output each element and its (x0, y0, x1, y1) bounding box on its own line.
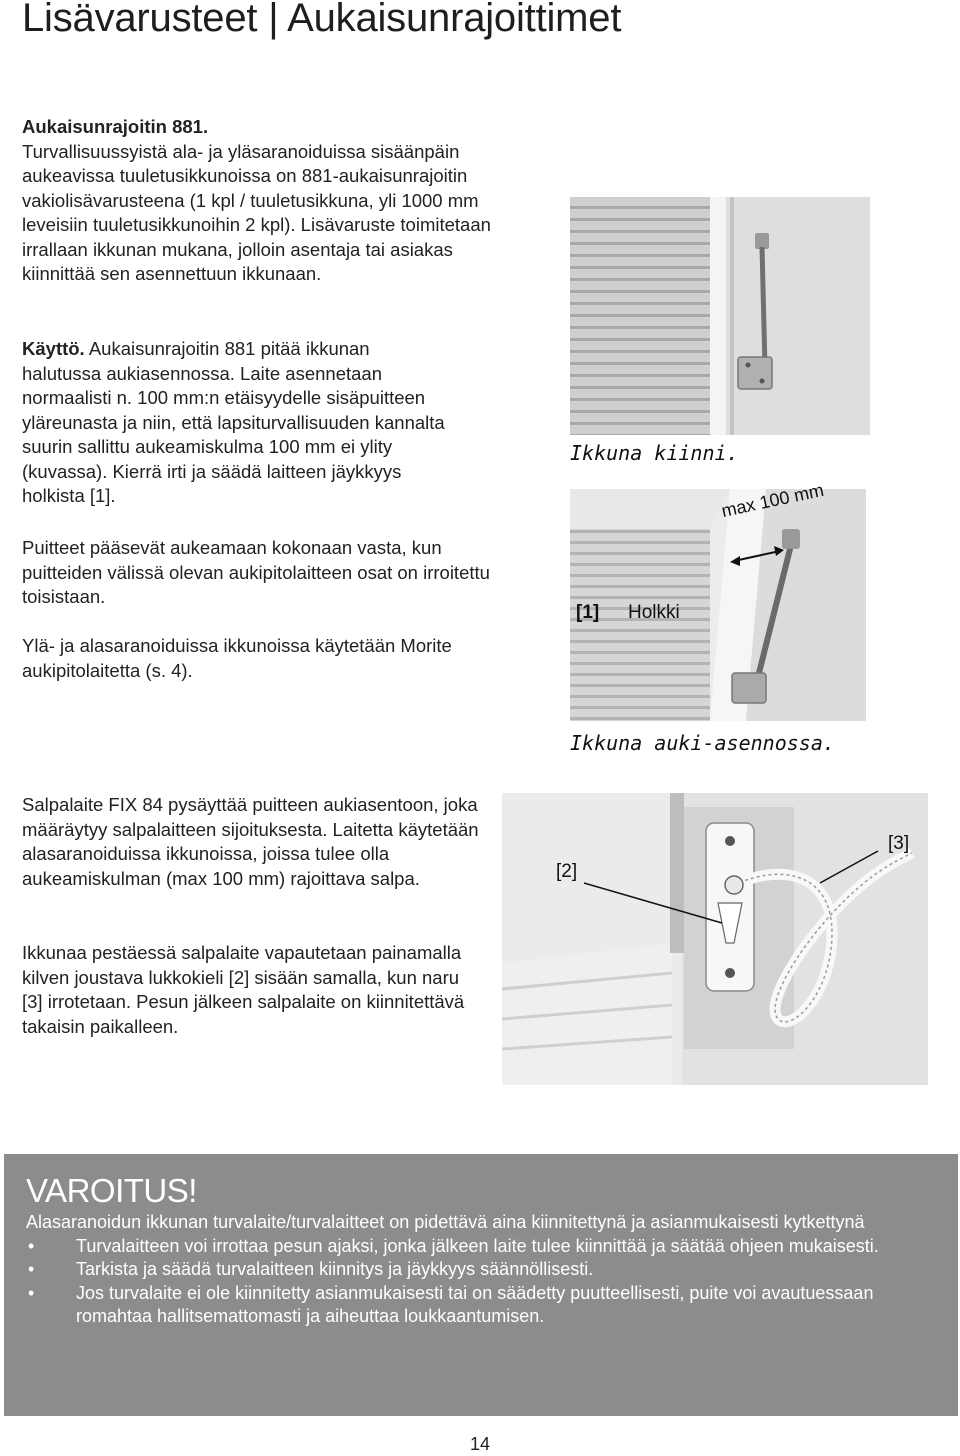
section-morite (22, 634, 472, 683)
section-detach (22, 536, 492, 610)
warning-bullet: • Jos turvalaite ei ole kiinnitetty asianmukaisesti tai on säädetty puutteellisesti, puite voi avautuessaan romahtaa hallitsemattomasti ja aiheuttaa loukkaantumisen. (26, 1282, 936, 1329)
warning-bullet: • Turvalaitteen voi irrottaa pesun ajaksi, jonka jälkeen laite tulee kiinnittää ja säätää ohjeen mukaisesti. (26, 1235, 936, 1259)
section-heading: Aukaisunrajoitin 881. (22, 116, 209, 137)
latch-label-2: [2] (556, 861, 578, 882)
warning-bullet: • Tarkista ja säädä turvalaitteen kiinnitys ja jäykkyys säännöllisesti. (26, 1258, 936, 1282)
page-number: 14 (469, 1434, 491, 1454)
section-washing (22, 941, 472, 1039)
warning-heading: VAROITUS! (26, 1172, 197, 1209)
photo-window-closed (570, 197, 870, 435)
warning-list (26, 1235, 936, 1329)
warning-box (4, 1154, 958, 1416)
section-body: Ylä- ja alasaranoiduissa ikkunoissa käytetään Morite aukipitolaitetta (s. 4). (22, 635, 452, 681)
photo-window-open (570, 489, 866, 721)
section-limiter-intro (22, 115, 492, 287)
section-body: Puitteet pääsevät aukeamaan kokonaan vasta, kun puitteiden välissä olevan aukipitolaitteen osat on irroitettu toisistaan. (22, 537, 490, 607)
marker-1: [1] (576, 602, 600, 623)
warning-content (26, 1211, 936, 1329)
section-usage (22, 337, 452, 509)
section-latch (22, 793, 482, 891)
section-body: Ikkunaa pestäessä salpalaite vapautetaan painamalla kilven joustava lukkokieli [2] sisään samalla, kun naru [3] irrotetaan. Pesun jälkeen salpalaite on kiinnitettävä takaisin paikalleen. (22, 942, 465, 1037)
section-body: Turvallisuussyistä ala- ja yläsaranoiduissa sisäänpäin aukeavissa tuuletusikkunoissa on 881-aukaisunrajoitin vakiolisävarusteena (1 kpl / tuuletusikkuna, yli 1000 mm leveisiin tuuletusikkunoihin 2 kpl). Lisävaruste toimitetaan irrallaan ikkunan mukana, jolloin asentaja tai asiakas kiinnittää sen asennettuun ikkunaan. (22, 140, 491, 284)
caption-window-closed: Ikkuna kiinni. (570, 441, 739, 465)
section-body: Salpalaite FIX 84 pysäyttää puitteen aukiasentoon, joka määräytyy salpalaitteen sijoituksesta. Laitetta käytetään alasaranoiduissa ikkunoissa, joissa tulee olla aukeamiskulman (max 100 mm) rajoittava salpa. (22, 794, 479, 889)
caption-window-open: Ikkuna auki-asennossa. (570, 731, 835, 755)
marker-1-text: Holkki (628, 602, 680, 623)
section-body: Aukaisunrajoitin 881 pitää ikkunan halutussa aukiasennossa. Laite asennetaan normaalisti n. 100 mm:n etäisyydelle sisäpuitteen yläreunasta ja niin, että lapsiturvallisuuden kannalta suurin sallittu aukeamiskulma 100 mm ei ylity (kuvassa). Kierrä irti ja säädä laitteen jäykkyys holkista [1]. (22, 338, 445, 506)
warning-intro: Alasaranoidun ikkunan turvalaite/turvalaitteet on pidettävä aina kiinnitettynä ja asianmukaisesti kytkettynä (26, 1212, 865, 1232)
photo-latch (502, 793, 928, 1085)
page-title: Lisävarusteet | Aukaisunrajoittimet (22, 0, 622, 40)
label-max-opening: max 100 mm (719, 479, 826, 522)
latch-label-3: [3] (888, 833, 910, 854)
section-lead: Käyttö. (22, 338, 85, 359)
